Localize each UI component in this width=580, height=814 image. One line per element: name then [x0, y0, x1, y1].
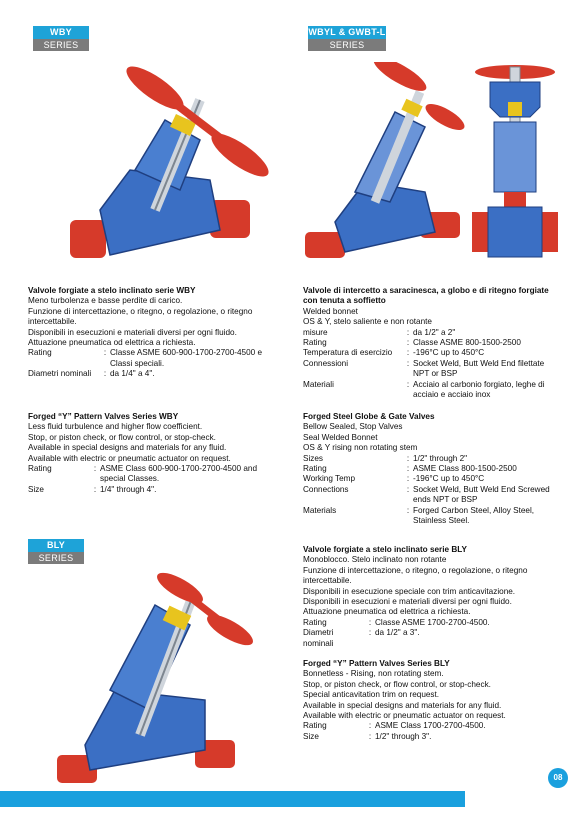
section-title: Valvole forgiate a stelo inclinato serie WBY	[28, 286, 196, 295]
badge-subtitle: SERIES	[28, 552, 84, 564]
spec-sep: :	[406, 505, 410, 515]
spec-key: Sizes	[303, 453, 324, 463]
spec-row-cont	[303, 369, 573, 379]
badge-title: BLY	[28, 539, 84, 552]
bly-italian-description	[303, 545, 573, 649]
bly-series-badge	[28, 539, 84, 564]
spec-row	[28, 485, 278, 495]
spec-value: Stainless Steel.	[413, 516, 470, 526]
spec-row-cont	[28, 474, 278, 484]
spec-row-cont	[303, 495, 573, 505]
spec-row	[303, 359, 573, 369]
section-title: Forged Steel Globe & Gate Valves	[303, 412, 435, 421]
desc-line: Monoblocco. Stelo inclinato non rotante	[303, 555, 447, 565]
section-title: Valvole di intercetto a saracinesca, a globo e di ritegno forgiate	[303, 286, 549, 295]
spec-value: -196°C up to 450°C	[413, 348, 485, 358]
spec-row	[28, 348, 278, 358]
spec-key: Connections	[303, 484, 349, 494]
wbyl-series-badge	[308, 26, 386, 51]
spec-value: Classi speciali.	[110, 358, 165, 368]
desc-line: Disponibili in esecuzioni e materiali diversi per ogni fluido.	[28, 327, 237, 337]
spec-row	[303, 464, 573, 474]
desc-line: Bonnetless - Rising, non rotating stem.	[303, 669, 444, 679]
spec-value: NPT or BSP	[413, 369, 458, 379]
spec-value: ASME Class 1700-2700-4500.	[375, 721, 486, 731]
spec-row-cont	[303, 516, 573, 526]
spec-value: da 1/4" a 4".	[110, 369, 155, 379]
spec-value: Forged Carbon Steel, Alloy Steel,	[413, 505, 535, 515]
spec-row	[28, 464, 278, 474]
badge-subtitle: SERIES	[308, 39, 386, 51]
spec-row	[303, 506, 573, 516]
spec-value: Classe ASME 800-1500-2500	[413, 338, 521, 348]
spec-key: Size	[28, 484, 44, 494]
section-title: Valvole forgiate a stelo inclinato serie BLY	[303, 545, 467, 554]
page-number: 08	[548, 768, 568, 788]
spec-key: Connessioni	[303, 358, 349, 368]
desc-line: Available in special designs and materials for any fluid.	[303, 700, 502, 710]
spec-row	[303, 454, 573, 464]
spec-row	[303, 618, 573, 628]
spec-sep: :	[368, 721, 372, 731]
section-title: Forged “Y” Pattern Valves Series BLY	[303, 659, 450, 668]
spec-value: ends NPT or BSP	[413, 495, 478, 505]
spec-value: Socket Weld, Butt Weld End filettate	[413, 358, 545, 368]
footer-bar	[0, 791, 465, 807]
bly-english-description	[303, 659, 573, 742]
spec-value: da 1/2" a 3".	[375, 628, 420, 638]
spec-row	[28, 369, 278, 379]
badge-title: WBYL & GWBT-L	[308, 27, 386, 37]
desc-line: Disponibili in esecuzioni e materiali diversi per ogni fluido.	[303, 597, 512, 607]
desc-line: OS & Y rising non rotating stem	[303, 443, 418, 453]
spec-sep: :	[103, 348, 107, 358]
spec-row	[303, 721, 573, 731]
wbyl-english-description	[303, 412, 573, 526]
desc-line: Welded bonnet	[303, 306, 358, 316]
spec-sep: :	[93, 464, 97, 474]
desc-line: Available in special designs and materials for any fluid.	[28, 443, 227, 453]
gwbtl-valve-illustration	[470, 62, 560, 262]
desc-line: intercettabile.	[303, 576, 352, 586]
spec-sep: :	[406, 474, 410, 484]
desc-line: Special anticavitation trim on request.	[303, 690, 440, 700]
spec-value: Classe ASME 1700-2700-4500.	[375, 617, 490, 627]
desc-line: Seal Welded Bonnet	[303, 432, 378, 442]
spec-value: 1/2" through 2"	[413, 453, 468, 463]
spec-row-cont	[28, 359, 278, 369]
spec-key: Working Temp	[303, 474, 356, 484]
spec-row	[303, 485, 573, 495]
spec-sep: :	[406, 348, 410, 358]
section-title: Forged “Y” Pattern Valves Series WBY	[28, 412, 179, 421]
spec-key: Rating	[303, 338, 327, 348]
wby-italian-description	[28, 286, 278, 380]
spec-sep: :	[406, 379, 410, 389]
desc-line: Bellow Sealed, Stop Valves	[303, 422, 403, 432]
desc-line: Stop, or piston check, or flow control, or stop-check.	[28, 432, 216, 442]
spec-sep: :	[368, 628, 372, 638]
spec-row	[303, 732, 573, 742]
spec-value: Classe ASME 600-900-1700-2700-4500 e	[110, 348, 263, 358]
spec-value: 1/4" through 4".	[100, 484, 157, 494]
desc-line: Funzione di intercettazione, o ritegno, o regolazione, o ritegno	[303, 565, 528, 575]
spec-row	[303, 348, 573, 358]
badge-subtitle: SERIES	[33, 39, 89, 51]
wbyl-italian-description	[303, 286, 573, 400]
spec-value: -196°C up to 450°C	[413, 474, 485, 484]
wby-english-description	[28, 412, 278, 495]
spec-sep: :	[406, 327, 410, 337]
spec-sep: :	[406, 338, 410, 348]
spec-sep: :	[368, 731, 372, 741]
desc-line: OS & Y, stelo saliente e non rotante	[303, 317, 432, 327]
desc-line: Attuazione pneumatica od elettrica a richiesta.	[303, 607, 471, 617]
desc-line: Funzione di intercettazione, o ritegno, o regolazione, o ritegno	[28, 306, 253, 316]
wbyl-valve-illustration	[305, 62, 470, 262]
spec-sep: :	[93, 484, 97, 494]
spec-value: ASME Class 600-900-1700-2700-4500 and	[100, 464, 258, 474]
spec-value: Acciaio al carbonio forgiato, leghe di	[413, 379, 545, 389]
section-title-cont: con tenuta a soffietto	[303, 296, 386, 306]
spec-sep: :	[103, 369, 107, 379]
desc-line: Attuazione pneumatica od elettrica a richiesta.	[28, 338, 196, 348]
spec-key: Diametri nominali	[303, 628, 334, 648]
spec-sep: :	[406, 453, 410, 463]
spec-sep: :	[406, 358, 410, 368]
spec-key: Rating	[303, 617, 327, 627]
spec-key: Rating	[303, 721, 327, 731]
desc-line: Available with electric or pneumatic actuator on request.	[303, 711, 506, 721]
spec-value: Socket Weld, Butt Weld End Screwed	[413, 484, 550, 494]
desc-line: Less fluid turbulence and higher flow coefficient.	[28, 422, 203, 432]
spec-value: acciaio e acciaio inox	[413, 390, 491, 400]
spec-row	[303, 338, 573, 348]
spec-key: Rating	[28, 464, 52, 474]
spec-value: 1/2" through 3".	[375, 731, 432, 741]
desc-line: Disponibili in esecuzione speciale con trim anticavitazione.	[303, 586, 516, 596]
spec-key: Materials	[303, 505, 337, 515]
spec-key: Rating	[28, 348, 52, 358]
spec-row-cont	[303, 390, 573, 400]
wby-series-badge	[33, 26, 89, 51]
wby-valve-illustration	[60, 60, 280, 270]
spec-sep: :	[406, 464, 410, 474]
spec-value: ASME Class 800-1500-2500	[413, 464, 517, 474]
spec-sep: :	[368, 617, 372, 627]
desc-line: Available with electric or pneumatic actuator on request.	[28, 453, 231, 463]
desc-line: Stop, or piston check, or flow control, or stop-check.	[303, 679, 491, 689]
spec-sep: :	[406, 484, 410, 494]
spec-key: misure	[303, 327, 328, 337]
spec-value: da 1/2" a 2"	[413, 327, 456, 337]
bly-valve-illustration	[55, 570, 255, 785]
desc-line: Meno turbolenza e basse perdite di carico.	[28, 296, 183, 306]
spec-row	[303, 328, 573, 338]
desc-line: intercettabile.	[28, 317, 77, 327]
spec-key: Rating	[303, 464, 327, 474]
spec-row	[303, 474, 573, 484]
spec-value: special Classes.	[100, 474, 160, 484]
spec-key: Size	[303, 731, 319, 741]
spec-key: Materiali	[303, 379, 334, 389]
spec-row	[303, 628, 573, 649]
spec-key: Diametri nominali	[28, 369, 92, 379]
spec-row	[303, 380, 573, 390]
badge-title: WBY	[33, 26, 89, 39]
spec-key: Temperatura di esercizio	[303, 348, 393, 358]
